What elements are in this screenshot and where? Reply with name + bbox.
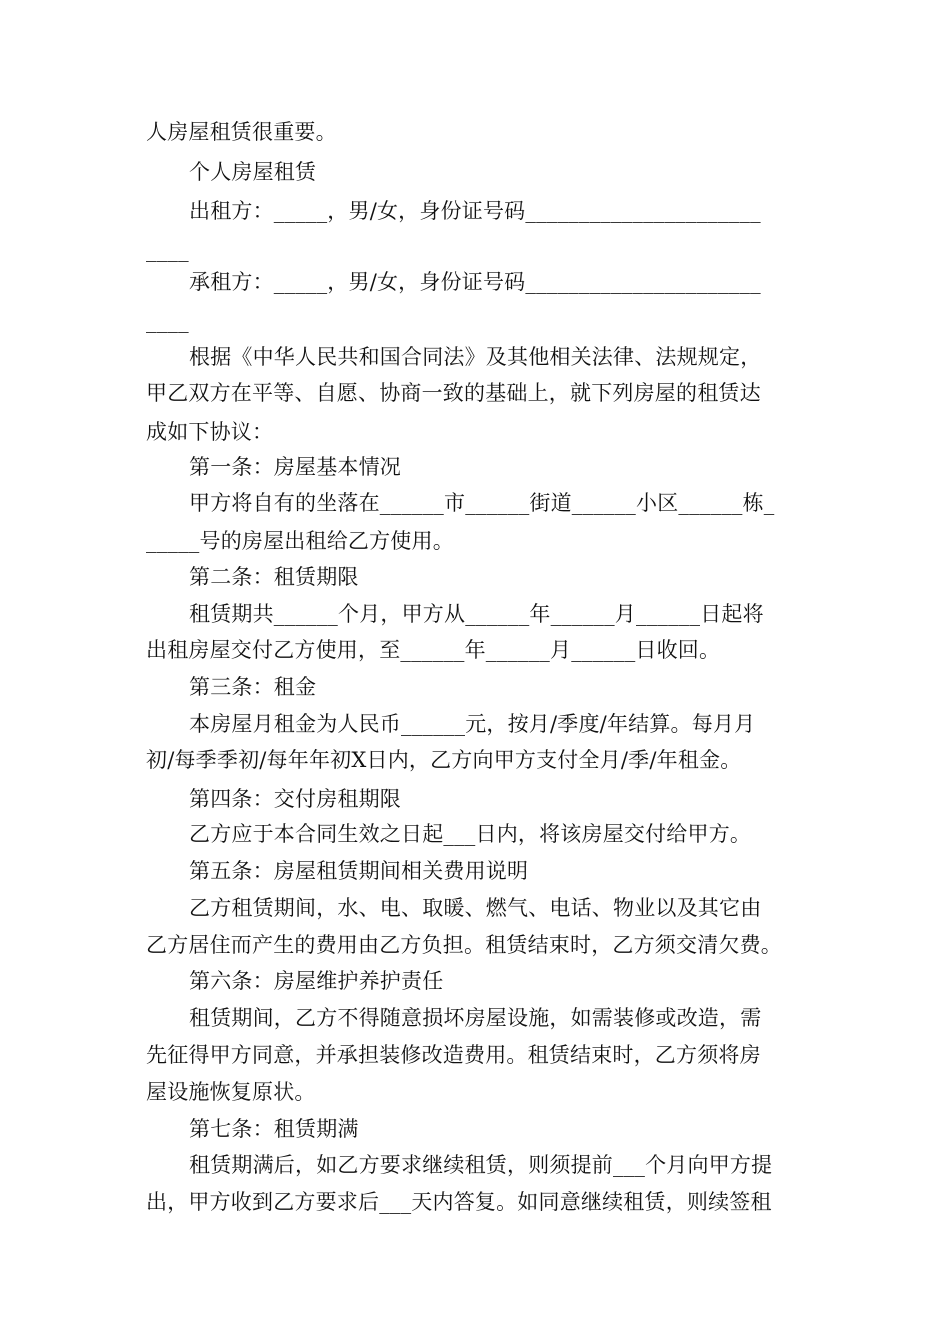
article-heading: 第七条：租赁期满 (189, 1117, 359, 1141)
text-line: 先征得甲方同意，并承担装修改造费用。租赁结束时，乙方须将房 (146, 1043, 761, 1067)
text-line: ____ (146, 238, 189, 262)
text-line: 租赁期满后，如乙方要求继续租赁，则须提前___个月向甲方提 (189, 1153, 773, 1177)
text-line: 成如下协议： (146, 420, 274, 444)
text-line: 乙方应于本合同生效之日起___日内，将该房屋交付给甲方。 (189, 822, 752, 846)
text-line: 初/每季季初/每年年初X日内，乙方向甲方支付全月/季/年租金。 (146, 748, 742, 772)
text-line: _____号的房屋出租给乙方使用。 (146, 529, 454, 553)
text-line: 甲乙双方在平等、自愿、协商一致的基础上，就下列房屋的租赁达 (146, 381, 761, 405)
article-heading: 第四条：交付房租期限 (189, 787, 401, 811)
text-line: 乙方租赁期间，水、电、取暖、燃气、电话、物业以及其它由 (189, 896, 762, 920)
text-line: ____ (146, 309, 189, 333)
text-line: 租赁期间，乙方不得随意损坏房屋设施，如需装修或改造，需 (189, 1006, 762, 1030)
article-heading: 第三条：租金 (189, 675, 317, 699)
text-line: 出租方：_____，男/女，身份证号码______________________ (189, 199, 761, 223)
text-line: 人房屋租赁很重要。 (146, 120, 337, 144)
text-line: 出，甲方收到乙方要求后___天内答复。如同意继续租赁，则续签租 (146, 1190, 772, 1214)
article-heading: 第一条：房屋基本情况 (189, 455, 401, 479)
article-heading: 第五条：房屋租赁期间相关费用说明 (189, 859, 529, 883)
text-line: 租赁期共______个月，甲方从______年______月______日起将 (189, 602, 764, 626)
text-line: 出租房屋交付乙方使用，至______年______月______日收回。 (146, 638, 721, 662)
text-line: 承租方：_____，男/女，身份证号码______________________ (189, 270, 761, 294)
text-line: 本房屋月租金为人民币______元，按月/季度/年结算。每月月 (189, 712, 756, 736)
section-title: 个人房屋租赁 (189, 160, 317, 184)
text-line: 屋设施恢复原状。 (146, 1080, 316, 1104)
text-line: 根据《中华人民共和国合同法》及其他相关法律、法规规定， (189, 345, 762, 369)
text-line: 乙方居住而产生的费用由乙方负担。租赁结束时，乙方须交清欠费。 (146, 933, 782, 957)
article-heading: 第六条：房屋维护养护责任 (189, 969, 444, 993)
text-line: 甲方将自有的坐落在______市______街道______小区______栋_ (189, 491, 775, 515)
article-heading: 第二条：租赁期限 (189, 565, 359, 589)
